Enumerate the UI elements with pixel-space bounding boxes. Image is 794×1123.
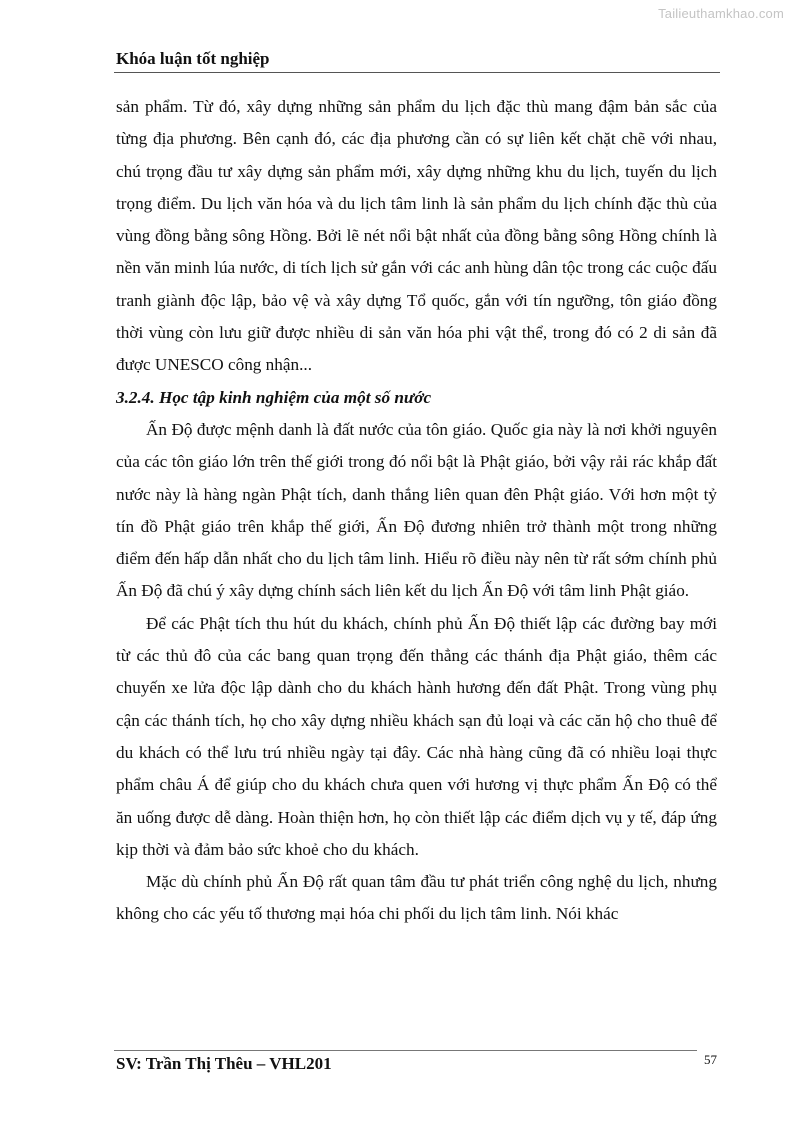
paragraph: Ấn Độ được mệnh danh là đất nước của tôn giáo. Quốc gia này là nơi khởi nguyên của các tôn giáo lớn trên thế giới trong đó nổi bật là Phật giáo, bởi vậy rải rác khắp đất nước này là hàng ngàn Phật tích, danh thắng liên quan đên Phật giáo. Với hơn một tỷ tín đồ Phật giáo trên khắp thế giới, Ấn Độ đương nhiên trở thành một trong những điểm đến hấp dẫn nhất cho du lịch tâm linh. Hiểu rõ điều này nên từ rất sớm chính phủ Ấn Độ đã chú ý xây dựng chính sách liên kết du lịch Ấn Độ với tâm linh Phật giáo.: [116, 419, 717, 601]
header-divider: [114, 72, 720, 73]
page-header-title: Khóa luận tốt nghiệp: [116, 49, 270, 68]
document-body: [116, 91, 717, 931]
footer-author: SV: Trần Thị Thêu – VHL201: [116, 1054, 332, 1073]
section-heading: 3.2.4. Học tập kinh nghiệm của một số nước: [116, 387, 432, 407]
page-number: 57: [704, 1052, 717, 1067]
paragraph: Mặc dù chính phủ Ấn Độ rất quan tâm đầu tư phát triển công nghệ du lịch, nhưng không cho các yếu tố thương mại hóa chi phối du lịch tâm linh. Nói khác: [116, 872, 717, 924]
paragraph: Để các Phật tích thu hút du khách, chính phủ Ấn Độ thiết lập các đường bay mới từ các thủ đô của các bang quan trọng đến thẳng các thánh địa Phật giáo, thêm các chuyến xe lửa độc lập dành cho du khách hành hương đến đất Phật. Trong vùng phụ cận các thánh tích, họ cho xây dựng nhiều khách sạn đủ loại và các căn hộ cho thuê để du khách có thể lưu trú nhiều ngày tại đây. Các nhà hàng cũng đã có nhiều loại thực phẩm châu Á để giúp cho du khách chưa quen với hương vị thực phẩm Ấn Độ có thể ăn uống được dễ dàng. Hoàn thiện hơn, họ còn thiết lập các điểm dịch vụ y tế, đáp ứng kịp thời và đảm bảo sức khoẻ cho du khách.: [116, 613, 717, 859]
paragraph: sản phẩm. Từ đó, xây dựng những sản phẩm du lịch đặc thù mang đậm bản sắc của từng địa phương. Bên cạnh đó, các địa phương cần có sự liên kết chặt chẽ với nhau, chú trọng đầu tư xây dựng sản phẩm mới, xây dựng những khu du lịch, tuyến du lịch trọng điểm. Du lịch văn hóa và du lịch tâm linh là sản phẩm du lịch chính đặc thù của vùng đồng bằng sông Hồng. Bởi lẽ nét nổi bật nhất của đồng bằng sông Hồng chính là nền văn minh lúa nước, di tích lịch sử gắn với các anh hùng dân tộc trong các cuộc đấu tranh giành độc lập, bảo vệ và xây dựng Tổ quốc, gắn với tín ngưỡng, tôn giáo đồng thời vùng còn lưu giữ được nhiều di sản văn hóa phi vật thể, trong đó có 2 di sản đã được UNESCO công nhận...: [116, 97, 717, 375]
footer-divider: [114, 1050, 697, 1051]
watermark: Tailieuthamkhao.com: [658, 6, 784, 21]
